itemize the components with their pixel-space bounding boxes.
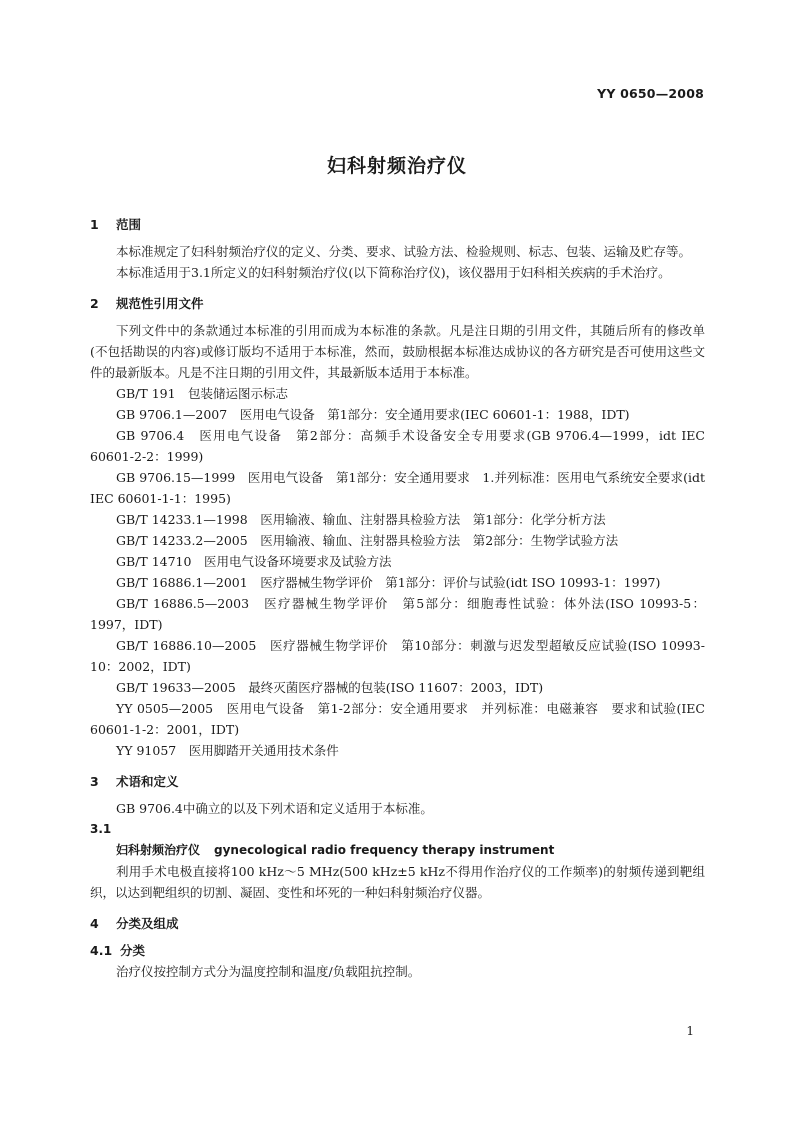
reference-item: GB/T 19633—2005 最终灭菌医疗器械的包装(ISO 11607：2003，IDT)	[116, 680, 544, 695]
section-number: 3	[90, 774, 99, 789]
reference-item: GB/T 191 包装储运图示标志	[116, 386, 289, 401]
subsection-number: 4.1	[90, 943, 113, 958]
term-entry	[90, 840, 705, 861]
paragraph: 下列文件中的条款通过本标准的引用而成为本标准的条款。凡是注日期的引用文件，其随后所有的修改单(不包括勘误的内容)或修订版均不适用于本标准，然而，鼓励根据本标准达成协议的各方研究是否可使用这些文件的最新版本。凡是不注日期的引用文件，其最新版本适用于本标准。	[90, 323, 705, 380]
section-1-heading	[90, 214, 705, 235]
reference-item: GB/T 14233.1—1998 医用输液、输血、注射器具检验方法 第1部分：化学分析方法	[116, 512, 606, 527]
section-title: 术语和定义	[116, 774, 179, 789]
paragraph: 本标准适用于3.1所定义的妇科射频治疗仪(以下简称治疗仪)，该仪器用于妇科相关疾病的手术治疗。	[116, 265, 671, 280]
standard-number: YY 0650—2008	[597, 86, 704, 101]
reference-item: YY 0505—2005 医用电气设备 第1-2部分：安全通用要求 并列标准：电磁兼容 要求和试验(IEC 60601-1-2：2001，IDT)	[90, 701, 709, 737]
paragraph: GB 9706.4中确立的以及下列术语和定义适用于本标准。	[116, 801, 433, 816]
reference-item: GB 9706.15—1999 医用电气设备 第1部分：安全通用要求 1.并列标准：医用电气系统安全要求(idt IEC 60601-1-1：1995)	[90, 470, 709, 506]
term-chinese: 妇科射频治疗仪	[116, 843, 201, 857]
paragraph: 治疗仪按控制方式分为温度控制和温度/负载阻抗控制。	[116, 964, 421, 979]
section-3-heading	[90, 771, 705, 792]
document-title: 妇科射频治疗仪	[326, 155, 467, 177]
reference-item: GB/T 14710 医用电气设备环境要求及试验方法	[116, 554, 392, 569]
term-definition: 利用手术电极直接将100 kHz～5 MHz(500 kHz±5 kHz不得用作治疗仪的工作频率)的射频传递到靶组织，以达到靶组织的切割、凝固、变性和坏死的一种妇科射频治疗仪器。	[90, 864, 705, 900]
term-english: gynecological radio frequency therapy instrument	[214, 843, 555, 857]
section-title: 范围	[116, 217, 142, 232]
section-number: 4	[90, 916, 99, 931]
page-number: 1	[686, 1024, 694, 1038]
reference-item: YY 91057 医用脚踏开关通用技术条件	[116, 743, 339, 758]
section-title: 规范性引用文件	[116, 296, 204, 311]
section-title: 分类及组成	[116, 916, 179, 931]
reference-item: GB 9706.4 医用电气设备 第2部分：高频手术设备安全专用要求(GB 9706.4—1999，idt IEC 60601-2-2：1999)	[90, 428, 709, 464]
subsection-title: 分类	[120, 943, 146, 958]
reference-item: GB/T 16886.1—2001 医疗器械生物学评价 第1部分：评价与试验(idt ISO 10993-1：1997)	[116, 575, 661, 590]
paragraph: 本标准规定了妇科射频治疗仪的定义、分类、要求、试验方法、检验规则、标志、包装、运输及贮存等。	[116, 244, 692, 259]
subsection-4-1-heading	[90, 940, 705, 961]
document-body	[90, 214, 709, 982]
reference-item: GB/T 16886.10—2005 医疗器械生物学评价 第10部分：刺激与迟发型超敏反应试验(ISO 10993-10：2002，IDT)	[90, 638, 705, 674]
section-number: 2	[90, 296, 99, 311]
section-2-heading	[90, 293, 705, 314]
section-number: 1	[90, 217, 99, 232]
reference-item: GB/T 16886.5—2003 医疗器械生物学评价 第5部分：细胞毒性试验：体外法(ISO 10993-5：1997，IDT)	[90, 596, 705, 632]
reference-item: GB 9706.1—2007 医用电气设备 第1部分：安全通用要求(IEC 60601-1：1988，IDT)	[116, 407, 630, 422]
clause-number: 3.1	[90, 822, 112, 836]
section-4-heading	[90, 913, 705, 934]
reference-item: GB/T 14233.2—2005 医用输液、输血、注射器具检验方法 第2部分：生物学试验方法	[116, 533, 619, 548]
